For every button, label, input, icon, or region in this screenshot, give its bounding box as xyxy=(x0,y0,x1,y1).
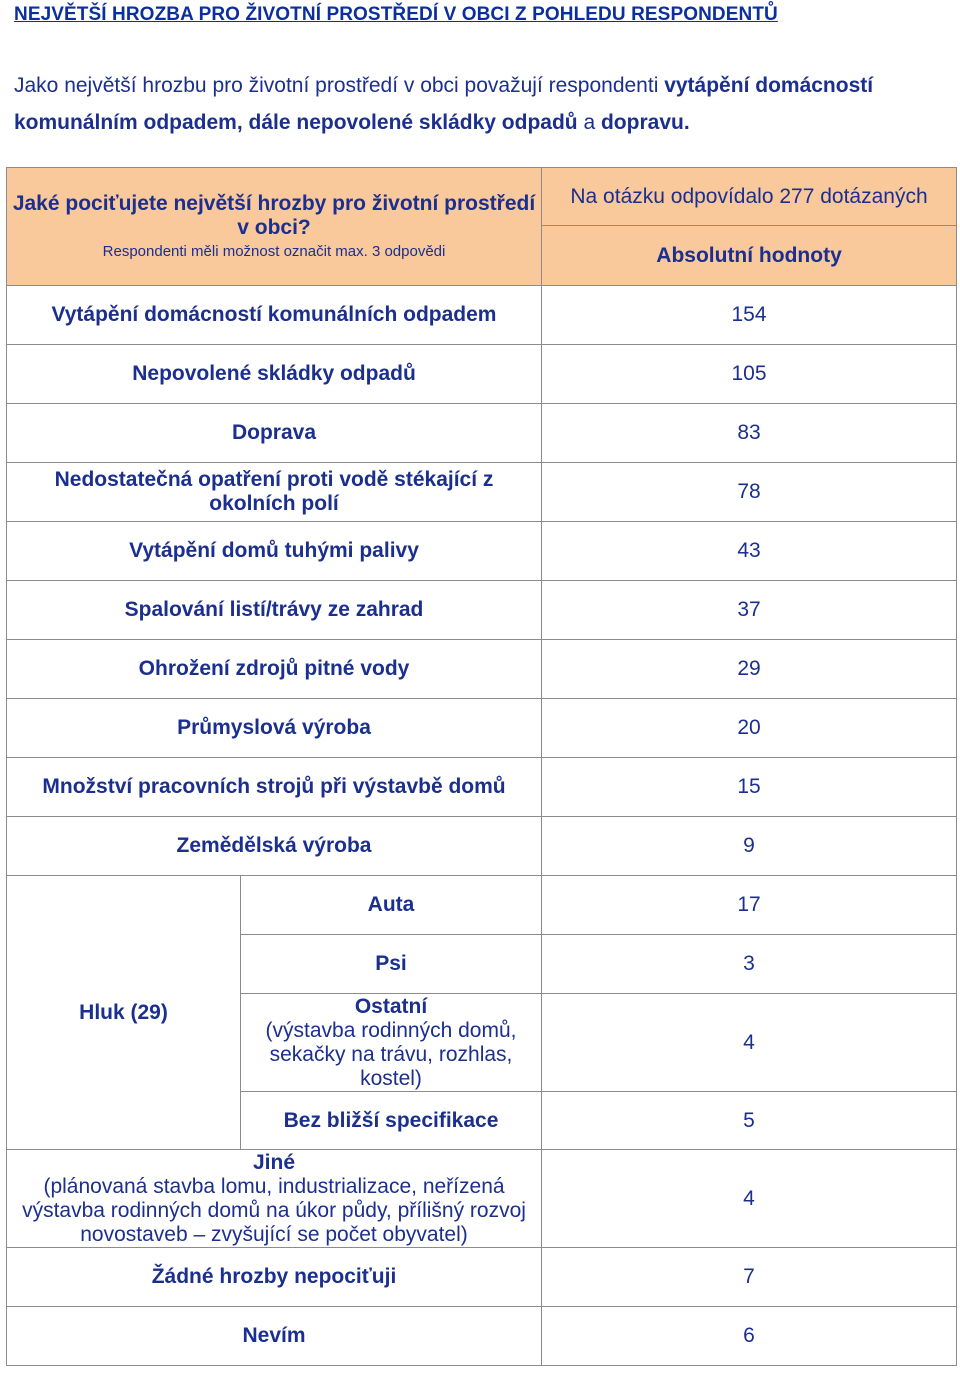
table-row xyxy=(7,758,957,817)
row-value: 37 xyxy=(542,581,957,640)
row-label: Průmyslová výroba xyxy=(7,699,542,758)
noise-label: Hluk (29) xyxy=(7,876,241,1150)
row-label: Doprava xyxy=(7,404,542,463)
question-subtitle: Respondenti měli možnost označit max. 3 odpovědi xyxy=(102,242,446,260)
page-title: NEJVĚTŠÍ HROZBA PRO ŽIVOTNÍ PROSTŘEDÍ V OBCI Z POHLEDU RESPONDENTŮ xyxy=(14,4,778,25)
noise-sub-label: Auta xyxy=(241,876,542,935)
row-value: 154 xyxy=(542,286,957,345)
question-header xyxy=(7,168,542,286)
table-row xyxy=(7,1248,957,1307)
intro-text-2: a xyxy=(577,111,601,134)
row-value: 43 xyxy=(542,522,957,581)
row-value: 4 xyxy=(542,1150,957,1248)
row-value: 83 xyxy=(542,404,957,463)
row-value: 29 xyxy=(542,640,957,699)
row-label: Spalování listí/trávy ze zahrad xyxy=(7,581,542,640)
row-value: 20 xyxy=(542,699,957,758)
row-value: 3 xyxy=(542,935,957,994)
row-value: 6 xyxy=(542,1307,957,1366)
table-row xyxy=(7,817,957,876)
intro-bold-2: dopravu. xyxy=(600,111,690,134)
table-row xyxy=(7,1150,957,1248)
intro-paragraph xyxy=(14,67,949,141)
row-value: 15 xyxy=(542,758,957,817)
table-row xyxy=(7,463,957,522)
row-value: 4 xyxy=(542,994,957,1092)
table-row xyxy=(7,581,957,640)
intro-text-1: Jako největší hrozbu pro životní prostředí v obci považují respondenti xyxy=(14,74,665,97)
table-row xyxy=(7,699,957,758)
row-label: Zemědělská výroba xyxy=(7,817,542,876)
table-row xyxy=(7,286,957,345)
table-row xyxy=(7,404,957,463)
row-label: Ohrožení zdrojů pitné vody xyxy=(7,640,542,699)
row-value: 17 xyxy=(542,876,957,935)
row-value: 78 xyxy=(542,463,957,522)
table-row xyxy=(7,876,957,935)
noise-sub-label: Bez bližší specifikace xyxy=(241,1092,542,1150)
other-label: Jiné xyxy=(252,1150,296,1174)
row-value: 5 xyxy=(542,1092,957,1150)
absolute-values-header: Absolutní hodnoty xyxy=(542,226,957,286)
noise-other-label: Ostatní xyxy=(354,994,428,1018)
row-value: 105 xyxy=(542,345,957,404)
row-label: Vytápění domácností komunálních odpadem xyxy=(7,286,542,345)
row-label: Nepovolené skládky odpadů xyxy=(7,345,542,404)
row-label: Žádné hrozby nepociťuji xyxy=(7,1248,542,1307)
table-row xyxy=(7,522,957,581)
noise-other-detail: (výstavba rodinných domů, sekačky na trávu, rozhlas, kostel) xyxy=(265,1018,517,1090)
survey-table xyxy=(6,167,957,1366)
other-cell xyxy=(7,1150,542,1248)
respondents-info: Na otázku odpovídalo 277 dotázaných xyxy=(542,168,957,226)
row-label: Nedostatečná opatření proti vodě stékající z okolních polí xyxy=(7,463,542,522)
intro-bold-1: vytápění domácností komunálním odpadem, dále nepovolené skládky odpadů xyxy=(14,74,874,134)
row-value: 7 xyxy=(542,1248,957,1307)
row-label: Množství pracovních strojů při výstavbě domů xyxy=(7,758,542,817)
table-row xyxy=(7,1307,957,1366)
table-row xyxy=(7,640,957,699)
question-title: Jaké pociťujete největší hrozby pro životní prostředí v obci? xyxy=(12,191,536,239)
row-label: Nevím xyxy=(7,1307,542,1366)
noise-sub-label: Psi xyxy=(241,935,542,994)
row-value: 9 xyxy=(542,817,957,876)
table-row xyxy=(7,345,957,404)
row-label: Vytápění domů tuhými palivy xyxy=(7,522,542,581)
noise-sub-other xyxy=(241,994,542,1092)
other-detail: (plánovaná stavba lomu, industrializace, neřízená výstavba rodinných domů na úkor půdy, přílišný rozvoj novostaveb – zvyšující se počet obyvatel) xyxy=(22,1174,526,1246)
